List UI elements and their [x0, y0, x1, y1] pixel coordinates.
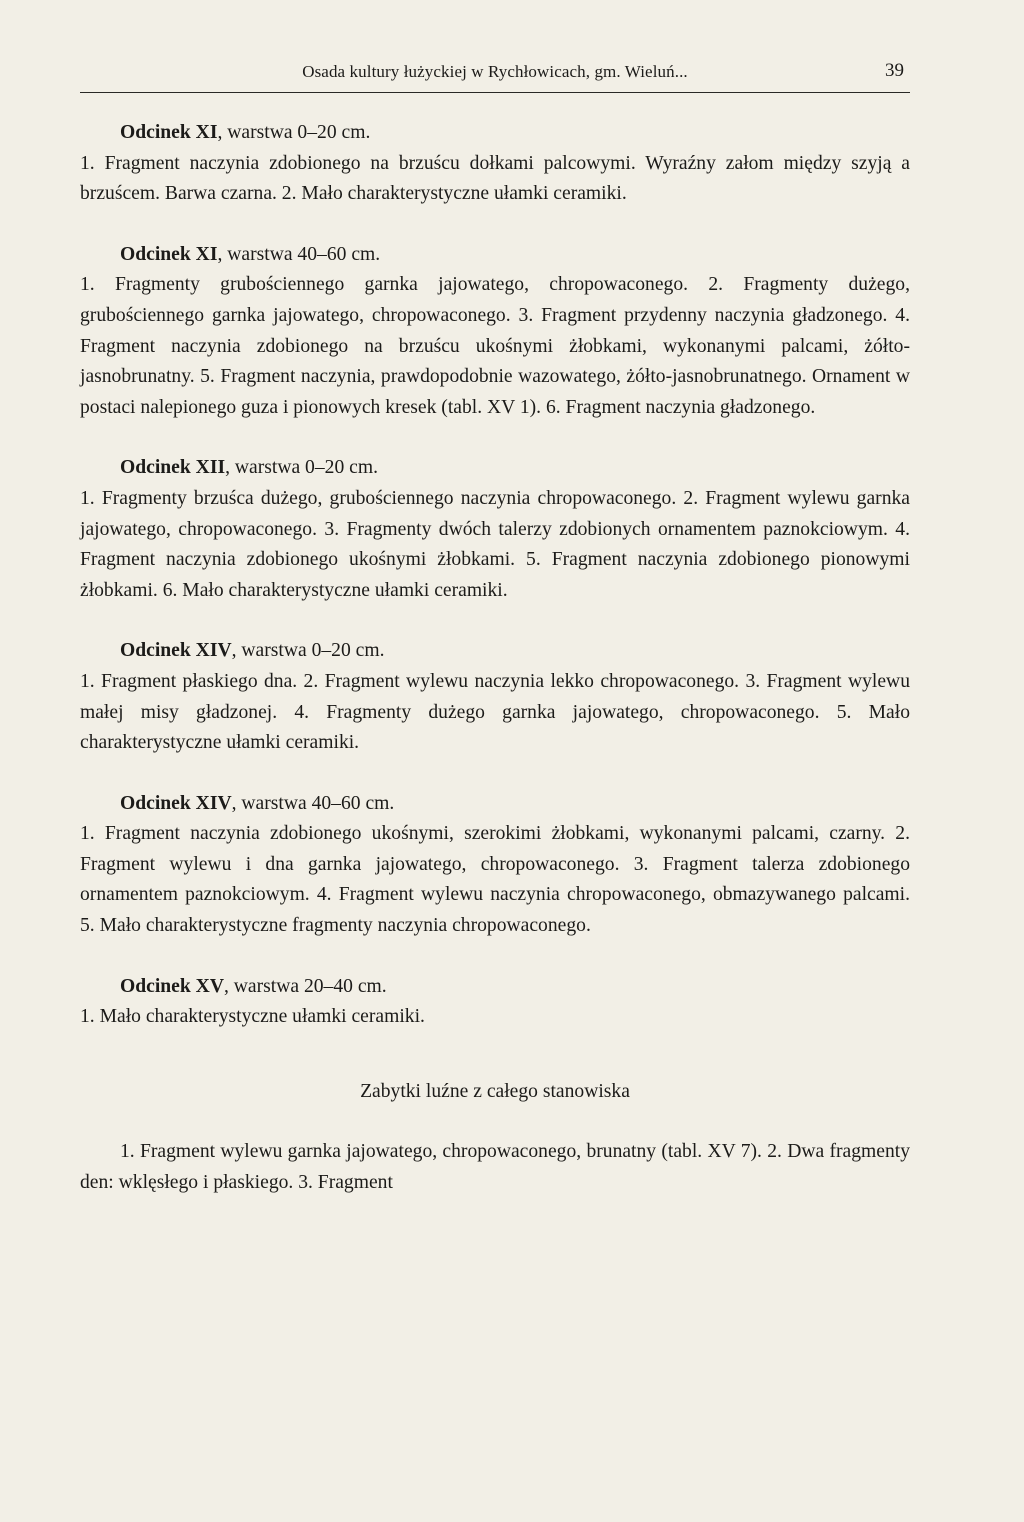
- section-heading-layer: , warstwa 40–60 cm.: [217, 243, 381, 265]
- section-paragraph: 1. Fragment płaskiego dna. 2. Fragment wylewu naczynia lekko chropowaconego. 3. Fragment wylewu małej misy gładzonej. 4. Fragmenty dużego garnka jajowatego, chropowaconego. 5. Mało charakterystyczne ułamki ceramiki.: [80, 670, 910, 754]
- section-heading-bold: Odcinek XI: [120, 243, 218, 265]
- running-header: [80, 58, 910, 93]
- section-heading-bold: Odcinek XIV: [120, 640, 232, 662]
- section-paragraph: 1. Mało charakterystyczne ułamki ceramiki.: [80, 1006, 425, 1028]
- loose-finds-paragraph: 1. Fragment wylewu garnka jajowatego, chropowaconego, brunatny (tabl. XV 7). 2. Dwa fragmenty den: wklęsłego i płaskiego. 3. Fragment: [80, 1141, 910, 1194]
- section-odcinek-xv-20-40: [80, 972, 910, 1033]
- section-heading: [80, 240, 910, 271]
- section-odcinek-xiv-40-60: [80, 789, 910, 942]
- section-odcinek-xiv-0-20: [80, 636, 910, 758]
- section-heading-layer: , warstwa 0–20 cm.: [217, 122, 371, 143]
- section-heading-layer: , warstwa 40–60 cm.: [231, 792, 395, 814]
- page-body: [80, 118, 910, 1229]
- running-title: Osada kultury łużyckiej w Rychłowicach, gm. Wieluń...: [302, 62, 688, 81]
- section-heading-bold: Odcinek XII: [120, 457, 226, 479]
- section-heading-bold: Odcinek XV: [120, 975, 224, 997]
- section-paragraph: 1. Fragment naczynia zdobionego na brzuścu dołkami palcowymi. Wyraźny załom między szyją a brzuścem. Barwa czarna. 2. Mało charakterystyczne ułamki ceramiki.: [80, 152, 910, 205]
- section-heading: [80, 789, 910, 820]
- section-loose-finds: [80, 1077, 910, 1199]
- section-heading-layer: , warstwa 20–40 cm.: [223, 975, 387, 997]
- section-paragraph: 1. Fragmenty grubościennego garnka jajowatego, chropowaconego. 2. Fragmenty dużego, grubościennego garnka jajowatego, chropowaconego. 3. Fragment przydenny naczynia gładzonego. 4. Fragment naczynia zdobionego na brzuścu ukośnymi żłobkami, wykonanymi palcami, żółto-jasnobrunatny. 5. Fragment naczynia, prawdopodobnie wazowatego, żółto-jasnobrunatnego. Ornament w postaci nalepionego guza i pionowych kresek (tabl. XV 1). 6. Fragment naczynia gładzonego.: [80, 274, 910, 418]
- section-heading-layer: , warstwa 0–20 cm.: [231, 640, 385, 662]
- section-heading-bold: Odcinek XI: [120, 122, 218, 143]
- section-paragraph: 1. Fragment naczynia zdobionego ukośnymi, szerokimi żłobkami, wykonanymi palcami, czarny. 2. Fragment wylewu i dna garnka jajowatego, chropowaconego. 3. Fragment talerza zdobionego ornamentem paznokciowym. 4. Fragment wylewu naczynia chropowaconego, obmazywanego palcami. 5. Mało charakterystyczne fragmenty naczynia chropowaconego.: [80, 823, 910, 937]
- section-odcinek-xi-0-20: [80, 118, 910, 210]
- section-paragraph: 1. Fragmenty brzuśca dużego, grubościennego naczynia chropowaconego. 2. Fragment wylewu garnka jajowatego, chropowaconego. 3. Fragmenty dwóch talerzy zdobionych ornamentem paznokciowym. 4. Fragment naczynia zdobionego ukośnymi żłobkami. 5. Fragment naczynia zdobionego pionowymi żłobkami. 6. Mało charakterystyczne ułamki ceramiki.: [80, 487, 910, 601]
- section-odcinek-xi-40-60: [80, 240, 910, 424]
- section-heading: [80, 453, 910, 484]
- loose-finds-heading: Zabytki luźne z całego stanowiska: [360, 1080, 630, 1102]
- section-odcinek-xii-0-20: [80, 453, 910, 606]
- section-heading: [80, 636, 910, 667]
- section-heading-layer: , warstwa 0–20 cm.: [225, 457, 378, 479]
- section-heading-bold: Odcinek XIV: [120, 792, 232, 814]
- section-heading: [80, 972, 910, 1003]
- section-heading: [80, 118, 910, 149]
- page-number: 39: [885, 60, 904, 81]
